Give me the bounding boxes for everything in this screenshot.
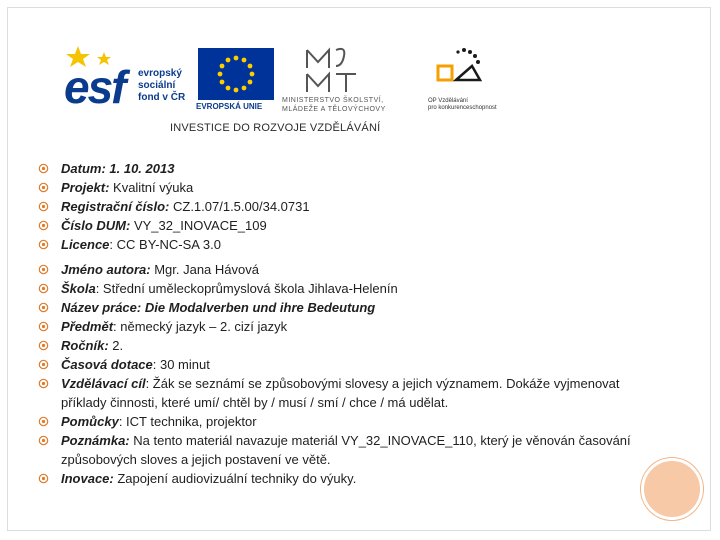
msmt-label [282, 96, 386, 114]
item-label: Název práce: Die Modalverben und ihre Bedeutung [61, 300, 376, 315]
info-list [38, 159, 658, 488]
item-value: CZ.1.07/1.5.00/34.0731 [169, 199, 310, 214]
item-label: Předmět [61, 319, 114, 334]
eu-logo [198, 48, 274, 120]
bullet-icon [38, 283, 49, 294]
msmt-logo [282, 44, 412, 116]
item-label: Pomůcky [61, 414, 119, 429]
list-item [38, 298, 658, 317]
bullet-icon [38, 201, 49, 212]
item-value: : ICT technika, projektor [118, 414, 257, 429]
list-item [38, 216, 658, 235]
item-label: Licence [61, 237, 110, 252]
bullet-icon [38, 340, 49, 351]
list-item [38, 159, 658, 178]
bullet-icon [38, 378, 49, 389]
list-item [38, 178, 658, 197]
list-item [38, 374, 658, 412]
bullet-icon [38, 220, 49, 231]
list-item [38, 260, 658, 279]
item-label: Časová dotace [61, 357, 153, 372]
item-value: Kvalitní výuka [109, 180, 194, 195]
item-value: : německý jazyk – 2. cizí jazyk [113, 319, 288, 334]
msmt-label-line-2: MLÁDEŽE A TĚLOVÝCHOVY [282, 106, 386, 113]
op-logo [422, 46, 502, 120]
msmt-label-line-1: MINISTERSTVO ŠKOLSTVÍ, [282, 97, 384, 104]
list-item [38, 355, 658, 374]
bullet-icon [38, 321, 49, 332]
bullet-icon [38, 264, 49, 275]
bullet-icon [38, 416, 49, 427]
item-value: Na tento materiál navazuje materiál VY_32_INOVACE_110, který je věnován časování způsobových sloves a jejich postavení ve větě. [61, 433, 631, 467]
esf-text: esf [64, 61, 125, 113]
item-label: Inovace: [61, 471, 114, 486]
bullet-icon [38, 239, 49, 250]
msmt-monogram-icon [302, 46, 382, 96]
item-label: Ročník: [61, 338, 109, 353]
item-label: Číslo DUM: [61, 218, 131, 233]
list-item [38, 336, 658, 355]
item-label: Datum: 1. 10. 2013 [61, 161, 175, 176]
item-label: Vzdělávací cíl [61, 376, 146, 391]
bullet-icon [38, 302, 49, 313]
list-item [38, 431, 658, 469]
item-value: : 30 minut [152, 357, 210, 372]
item-value: : Žák se seznámí se způsobovými slovesy a jejich významem. Dokáže vyjmenovat příklady činnosti, které umí/ chtěl by / musí / smí / chce / má udělat. [61, 376, 620, 410]
item-label: Poznámka: [61, 433, 130, 448]
item-label: Projekt: [61, 180, 110, 195]
bullet-icon [38, 163, 49, 174]
op-label-line-1: OP Vzdělávání [428, 98, 468, 104]
bullet-icon [38, 473, 49, 484]
esf-subtitle: evropský sociální fond v ČR [138, 68, 186, 103]
list-item [38, 412, 658, 431]
bullet-icon [38, 435, 49, 446]
item-value: : Střední uměleckoprůmyslová škola Jihlava-Helenín [95, 281, 398, 296]
list-item [38, 197, 658, 216]
item-label: Škola [61, 281, 96, 296]
item-label: Registrační číslo: [61, 199, 170, 214]
list-item [38, 317, 658, 336]
item-label: Jméno autora: [61, 262, 151, 277]
logo-bar [60, 44, 700, 136]
esf-logo [60, 44, 190, 116]
item-value: Mgr. Jana Hávová [150, 262, 259, 277]
list-item [38, 469, 658, 488]
eu-flag-icon [198, 48, 274, 100]
item-value: Zapojení audiovizuální techniky do výuky. [113, 471, 357, 486]
bullet-icon [38, 359, 49, 370]
list-item [38, 235, 658, 254]
item-value: 2. [108, 338, 124, 353]
item-value: VY_32_INOVACE_109 [130, 218, 267, 233]
bullet-icon [38, 182, 49, 193]
op-label [428, 98, 497, 112]
eu-label: EVROPSKÁ UNIE [196, 102, 263, 111]
invest-text: INVESTICE DO ROZVOJE VZDĚLÁVÁNÍ [170, 122, 381, 134]
item-value: : CC BY-NC-SA 3.0 [109, 237, 221, 252]
list-item [38, 279, 658, 298]
op-logo-icon [428, 46, 498, 96]
op-label-line-2: pro konkurenceschopnost [428, 105, 497, 111]
